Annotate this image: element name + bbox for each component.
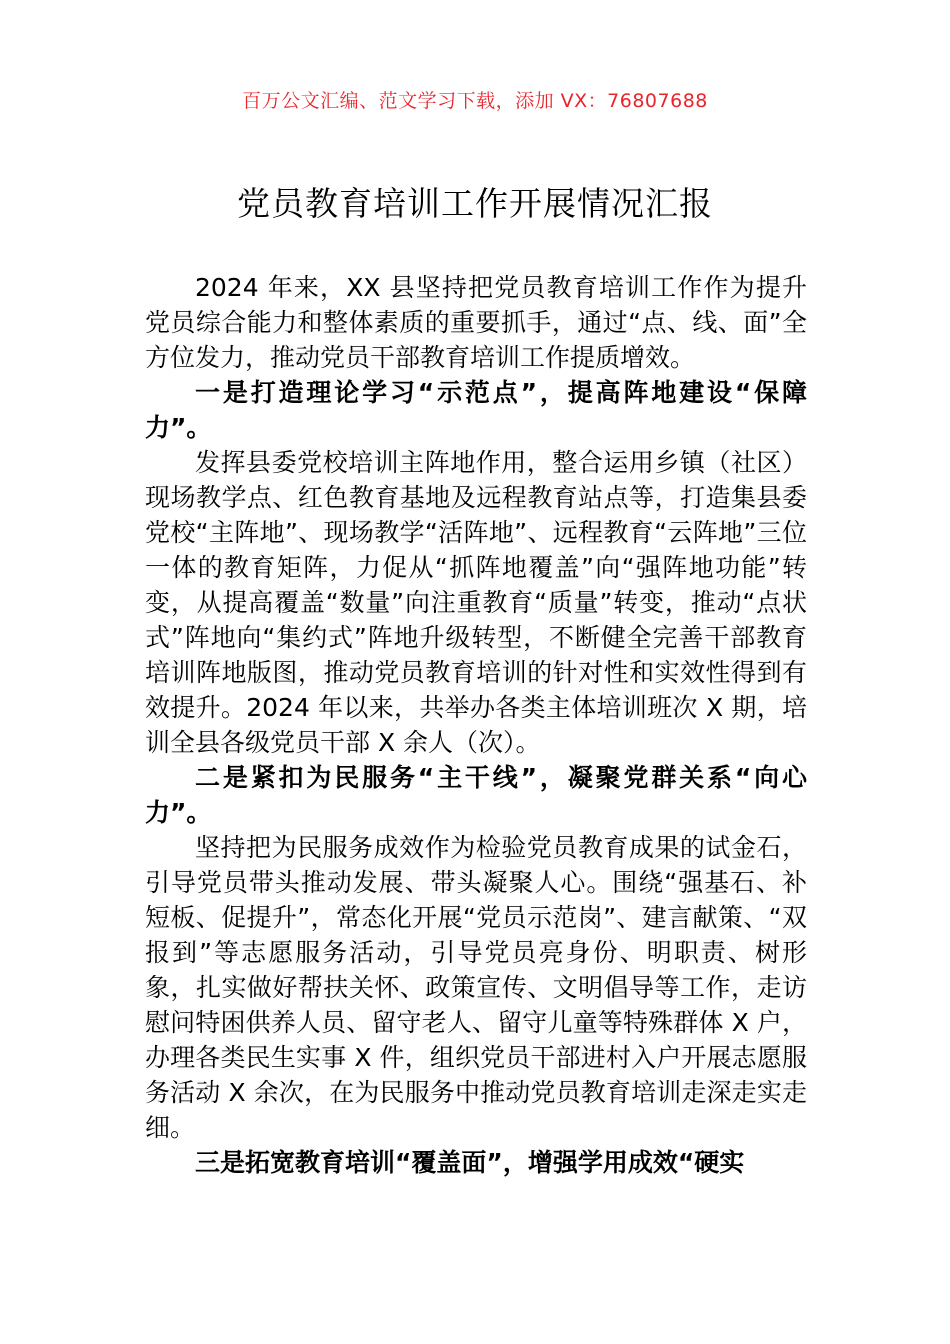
header-note: 百万公文汇编、范文学习下载，添加 VX：76807688	[242, 90, 708, 112]
document-body	[145, 270, 807, 1180]
intro-paragraph: 2024 年来，XX 县坚持把党员教育培训工作作为提升党员综合能力和整体素质的重要抓手，通过“点、线、面”全方位发力，推动党员干部教育培训工作提质增效。	[145, 273, 807, 372]
section-paragraph-1: 发挥县委党校培训主阵地作用，整合运用乡镇（社区）现场教学点、红色教育基地及远程教育站点等，打造集县委党校“主阵地”、现场教学“活阵地”、远程教育“云阵地”三位一体的教育矩阵，力促从“抓阵地覆盖”向“强阵地功能”转变，从提高覆盖“数量”向注重教育“质量”转变，推动“点状式”阵地向“集约式”阵地升级转型，不断健全完善干部教育培训阵地版图，推动党员教育培训的针对性和实效性得到有效提升。2024 年以来，共举办各类主体培训班次 X 期，培训全县各级党员干部 X 余人（次）。	[145, 448, 807, 757]
section-heading-1: 一是打造理论学习“示范点”，提高阵地建设“保障力”。	[145, 378, 807, 442]
section-paragraph-2: 坚持把为民服务成效作为检验党员教育成果的试金石，引导党员带头推动发展、带头凝聚人心。围绕“强基石、补短板、促提升”，常态化开展“党员示范岗”、建言献策、“双报到”等志愿服务活动，引导党员亮身份、明职责、树形象，扎实做好帮扶关怀、政策宣传、文明倡导等工作，走访慰问特困供养人员、留守老人、留守儿童等特殊群体 X 户，办理各类民生实事 X 件，组织党员干部进村入户开展志愿服务活动 X 余次，在为民服务中推动党员教育培训走深走实走细。	[145, 833, 807, 1142]
document-title: 党员教育培训工作开展情况汇报	[237, 184, 713, 223]
section-heading-3: 三是拓宽教育培训“覆盖面”，增强学用成效“硬实	[195, 1148, 745, 1177]
section-heading-2: 二是紧扣为民服务“主干线”，凝聚党群关系“向心力”。	[145, 763, 807, 827]
